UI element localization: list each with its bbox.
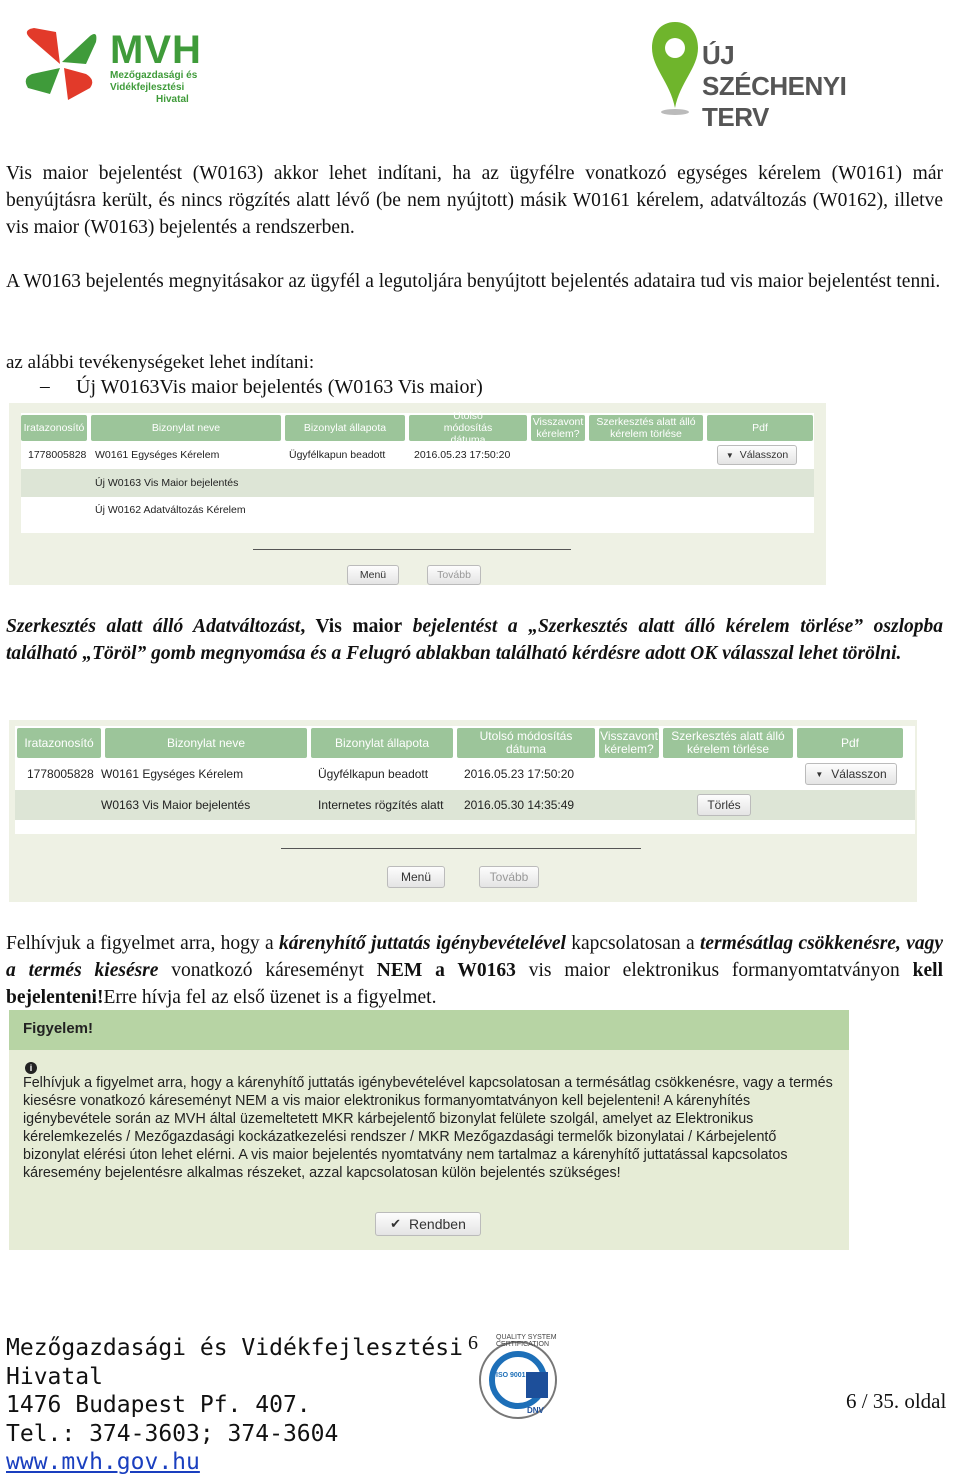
szechenyi-pin-icon — [650, 20, 700, 116]
screenshot-table-1 — [9, 403, 826, 585]
col-header-date[interactable]: Utolsó módosítás dátuma — [409, 415, 527, 441]
footer-line1: Mezőgazdasági és Vidékfejlesztési — [6, 1335, 463, 1361]
ok-button[interactable] — [375, 1212, 481, 1236]
next-button[interactable]: Tovább — [479, 866, 539, 888]
cell-status: Ügyfélkapun beadott — [289, 449, 386, 461]
col-header-delete[interactable]: Szerkesztés alatt álló kérelem törlése — [663, 728, 793, 758]
menu-button[interactable]: Menü — [347, 565, 399, 585]
bullet-dash: – — [40, 376, 50, 397]
next-button[interactable]: Tovább — [427, 565, 481, 585]
cell-name: W0161 Egységes Kérelem — [95, 449, 220, 461]
col-header-name[interactable]: Bizonylat neve — [91, 415, 281, 441]
mvh-line1: Mezőgazdasági és — [110, 70, 198, 81]
warning-title-bar — [9, 1010, 849, 1050]
p5-i: Erre hívja fel az első üzenet is a figyelmet. — [103, 987, 437, 1008]
mvh-line3: Hivatal — [156, 94, 189, 105]
paragraph-3: az alábbi tevékenységeket lehet indítani: — [6, 352, 315, 373]
pdf-select[interactable] — [717, 445, 797, 465]
warning-text: Felhívjuk a figyelmet arra, hogy a kárenyhítő juttatás igénybevételével kapcsolatosan a termésátlag csökkenésre, vagy a termés kiesésre vonatkozó káreseményt NEM a vis maior elektronikus formanyomtatványon kell bejelenteni! A kárenyhítés igénybevétele során az MVH által üzemeltetett MKR kárbejelentő bizonylat felülete szolgál, amelyet az Elektronikus kérelemkezelés / Mezőgazdasági kockázatkezelési rendszer / MKR Mezőgazdasági termelők bizonylatai / Kárbejelentő bizonylat elérési úton lehet elérni. A vis maior bejelentés nyomtatvány nem tartalmaz a kárenyhítő juttatással kapcsolatos káresemény bejelentésre alkalmas részeket, azzal kapcsolatosan külön bejelentés szükséges! — [23, 1075, 833, 1181]
warning-title: Figyelem! — [23, 1020, 94, 1037]
footer-address — [6, 1334, 463, 1477]
cert-dnv: DNV — [527, 1406, 544, 1415]
cell-date: 2016.05.23 17:50:20 — [464, 767, 575, 781]
col-header-id[interactable]: Iratazonosító — [21, 415, 87, 441]
col-header-pdf[interactable]: Pdf — [797, 728, 903, 758]
cell-name: W0163 Vis Maior bejelentés — [101, 798, 251, 812]
pdf-select[interactable] — [805, 763, 897, 785]
pdf-select-label: Válasszon — [831, 767, 887, 781]
cell-date: 2016.05.30 14:35:49 — [464, 798, 575, 812]
p4-part2: , Vis maior — [300, 616, 403, 637]
menu-item-new-w0162[interactable]: Új W0162 Adatváltozás Kérelem — [95, 504, 246, 516]
p5-g: vis maior elektronikus formanyomtatványon — [515, 960, 913, 981]
p5-h: kell bejelenteni! — [6, 960, 943, 1008]
footer-website-link[interactable]: www.mvh.gov.hu — [6, 1449, 200, 1475]
mvh-logo — [20, 24, 220, 108]
small-page-number: 6 — [468, 1332, 478, 1354]
footer-line2: Hivatal — [6, 1363, 103, 1390]
col-header-name[interactable]: Bizonylat neve — [105, 728, 307, 758]
cell-id: 1778005828 — [28, 449, 87, 461]
p4-part1: Szerkesztés alatt álló Adatváltozást — [6, 616, 301, 637]
delete-button[interactable]: Törlés — [697, 794, 751, 816]
mvh-line2: Vidékfejlesztési — [110, 82, 185, 93]
dropdown-arrow-icon: ▼ — [815, 769, 824, 779]
col-header-withdrawn[interactable]: Visszavont kérelem? — [600, 729, 658, 756]
cell-id: 1778005828 — [27, 767, 94, 781]
mvh-clover-icon — [20, 24, 100, 108]
pdf-select-label: Válasszon — [739, 449, 789, 461]
footer-line4: Tel.: 374-3603; 374-3604 — [6, 1420, 339, 1447]
info-icon: i — [25, 1062, 37, 1074]
szechenyi-text: ÚJ SZÉCHENYI TERV — [702, 40, 847, 132]
col-header-withdrawn[interactable]: Visszavont kérelem? — [532, 416, 584, 440]
footer-line3: 1476 Budapest Pf. 407. — [6, 1392, 311, 1418]
menu-item-new-w0163[interactable]: Új W0163 Vis Maior bejelentés — [95, 477, 239, 489]
cert-iso: ISO 9001 — [496, 1372, 526, 1379]
col-header-status[interactable]: Bizonylat állapota — [285, 415, 405, 441]
p5-a: Felhívjuk a figyelmet arra, hogy a — [6, 933, 280, 954]
cell-status: Ügyfélkapun beadott — [318, 767, 429, 781]
warning-dialog — [9, 1010, 849, 1250]
mvh-letters: MVH — [110, 28, 202, 72]
cell-date: 2016.05.23 17:50:20 — [414, 449, 511, 461]
col-header-status[interactable]: Bizonylat állapota — [311, 728, 453, 758]
cert-text: QUALITY SYSTEM CERTIFICATION — [496, 1334, 557, 1348]
iso-certification-seal — [466, 1332, 570, 1422]
dropdown-arrow-icon: ▼ — [725, 450, 734, 460]
paragraph-5 — [6, 930, 943, 1011]
col-header-delete[interactable]: Szerkesztés alatt álló kérelem törlése — [589, 415, 703, 441]
paragraph-1: Vis maior bejelentést (W0163) akkor lehet indítani, ha az ügyfélre vonatkozó egységes kérelem (W0161) már benyújtásra került, és nincs rögzítés alatt lévő (be nem nyújtott) másik W0161 kérelem, adatváltozás (W0162), illetve vis maior (W0163) bejelentés a rendszerben. — [6, 163, 943, 238]
szechenyi-terv-logo — [650, 20, 880, 132]
p4-part3: bejelentést a „Szerkesztés alatt álló kérelem törlése” oszlopba található „Töröl” gomb megnyomása és a Felugró ablakban található kérdésre adott OK válasszal lehet törölni. — [6, 616, 943, 664]
p5-c: kapcsolatosan a — [565, 933, 700, 954]
divider-line — [253, 549, 571, 550]
menu-button[interactable]: Menü — [387, 866, 445, 888]
p5-d: termésátlag csökkenésre, vagy a termés kiesésre — [6, 933, 943, 981]
col-header-date[interactable]: Utolsó módosítás dátuma — [457, 728, 595, 758]
screenshot-table-2 — [9, 720, 917, 902]
p5-f: NEM a W0163 — [376, 960, 516, 981]
paragraph-2: A W0163 bejelentés megnyitásakor az ügyfél a legutoljára benyújtott bejelentés adataira tud vis maior bejelentést tenni. — [6, 271, 941, 292]
p5-b: kárenyhítő juttatás igénybevételével — [279, 933, 566, 954]
ok-button-label: Rendben — [409, 1216, 466, 1232]
bullet-item-1: Új W0163Vis maior bejelentés (W0163 Vis maior) — [76, 376, 483, 398]
paragraph-4 — [6, 613, 943, 667]
page-number: 6 / 35. oldal — [846, 1389, 947, 1413]
cell-status: Internetes rögzítés alatt — [318, 798, 444, 812]
col-header-pdf[interactable]: Pdf — [707, 415, 813, 441]
divider-line — [281, 848, 641, 849]
p5-e: vonatkozó káreseményt — [158, 960, 377, 981]
check-icon: ✔ — [390, 1216, 402, 1231]
col-header-id[interactable]: Iratazonosító — [17, 728, 101, 758]
cell-name: W0161 Egységes Kérelem — [101, 767, 244, 781]
